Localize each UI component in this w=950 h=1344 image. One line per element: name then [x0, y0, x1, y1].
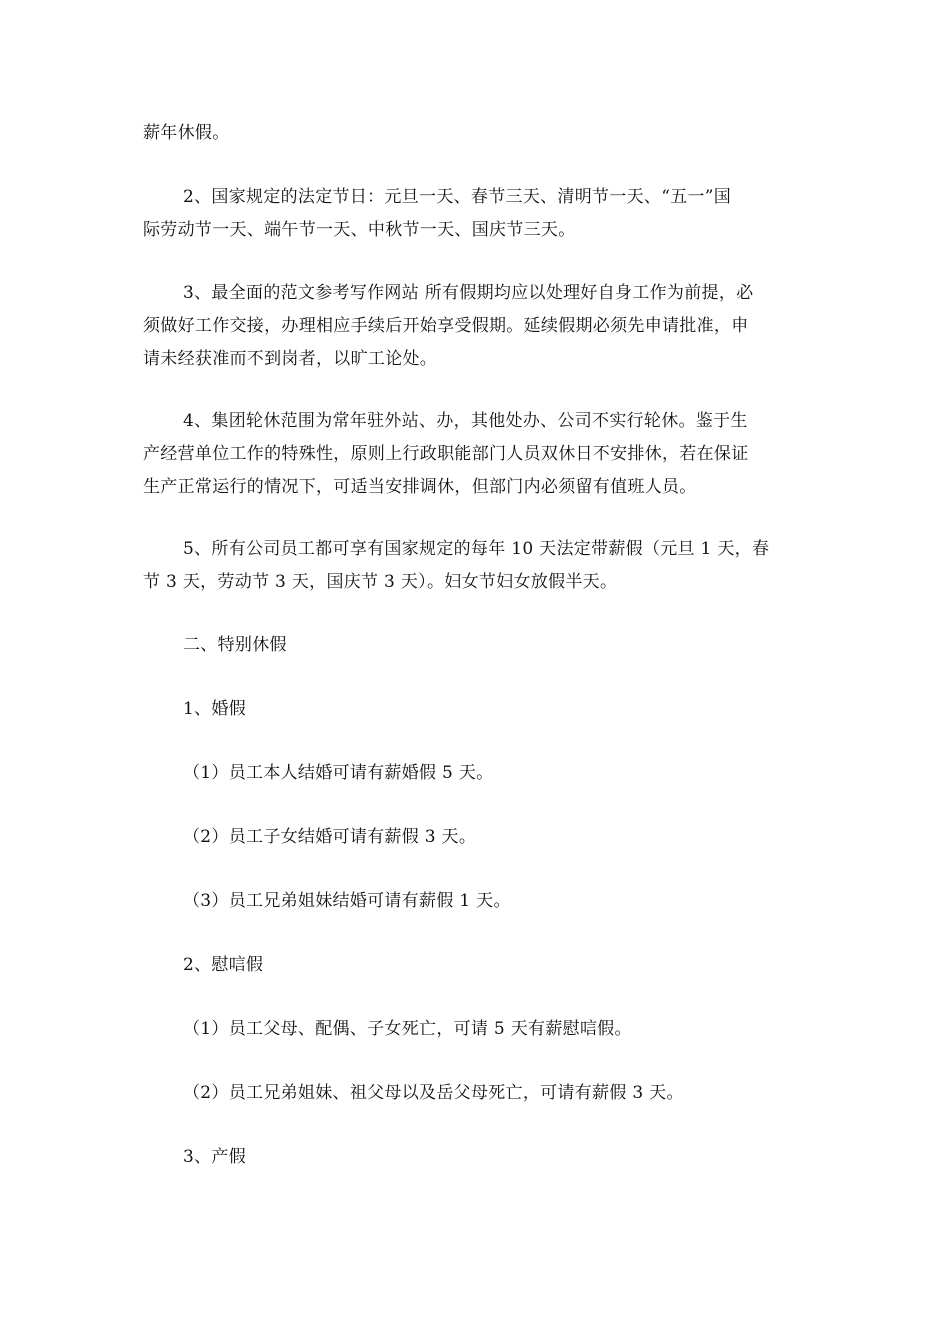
subheading-maternity-leave: 3、产假 — [183, 1147, 247, 1167]
text-line: 5、所有公司员工都可享有国家规定的每年 10 天法定带薪假（元旦 1 天，春 — [183, 539, 770, 559]
text-line: 须做好工作交接，办理相应手续后开始享受假期。延续假期必须先申请批准，申 — [143, 316, 749, 336]
paragraph-rotation-rest — [143, 405, 813, 504]
text-line: 生产正常运行的情况下，可适当安排调休，但部门内必须留有值班人员。 — [143, 477, 697, 497]
text-line: 际劳动节一天、端午节一天、中秋节一天、国庆节三天。 — [143, 220, 576, 240]
text-line: 请未经获准而不到岗者，以旷工论处。 — [143, 349, 438, 369]
list-item: （3）员工兄弟姐妹结婚可请有薪假 1 天。 — [183, 891, 511, 911]
text-line: 节 3 天，劳动节 3 天，国庆节 3 天）。妇女节妇女放假半天。 — [143, 572, 618, 592]
subheading-bereavement-leave: 2、慰唁假 — [183, 955, 264, 975]
text-line: 薪年休假。 — [143, 123, 230, 143]
paragraph-leave-procedure — [143, 277, 813, 376]
list-item: （2）员工兄弟姐妹、祖父母以及岳父母死亡，可请有薪假 3 天。 — [183, 1083, 684, 1103]
text-line: 4、集团轮休范围为常年驻外站、办，其他处办、公司不实行轮休。鉴于生 — [183, 411, 748, 431]
text-line: 产经营单位工作的特殊性，原则上行政职能部门人员双休日不安排休，若在保证 — [143, 444, 749, 464]
list-item: （1）员工本人结婚可请有薪婚假 5 天。 — [183, 763, 494, 783]
text-line: 3、最全面的范文参考写作网站 所有假期均应以处理好自身工作为前提，必 — [183, 283, 754, 303]
paragraph-statutory-holidays — [143, 181, 813, 247]
subheading-marriage-leave: 1、婚假 — [183, 699, 247, 719]
list-item: （1）员工父母、配偶、子女死亡，可请 5 天有薪慰唁假。 — [183, 1019, 632, 1039]
section-heading-special-leave: 二、特别休假 — [183, 635, 287, 655]
text-line: 2、国家规定的法定节日：元旦一天、春节三天、清明节一天、“五一”国 — [183, 187, 732, 207]
paragraph-continuation — [143, 117, 813, 150]
paragraph-paid-holidays — [143, 533, 813, 599]
list-item: （2）员工子女结婚可请有薪假 3 天。 — [183, 827, 477, 847]
